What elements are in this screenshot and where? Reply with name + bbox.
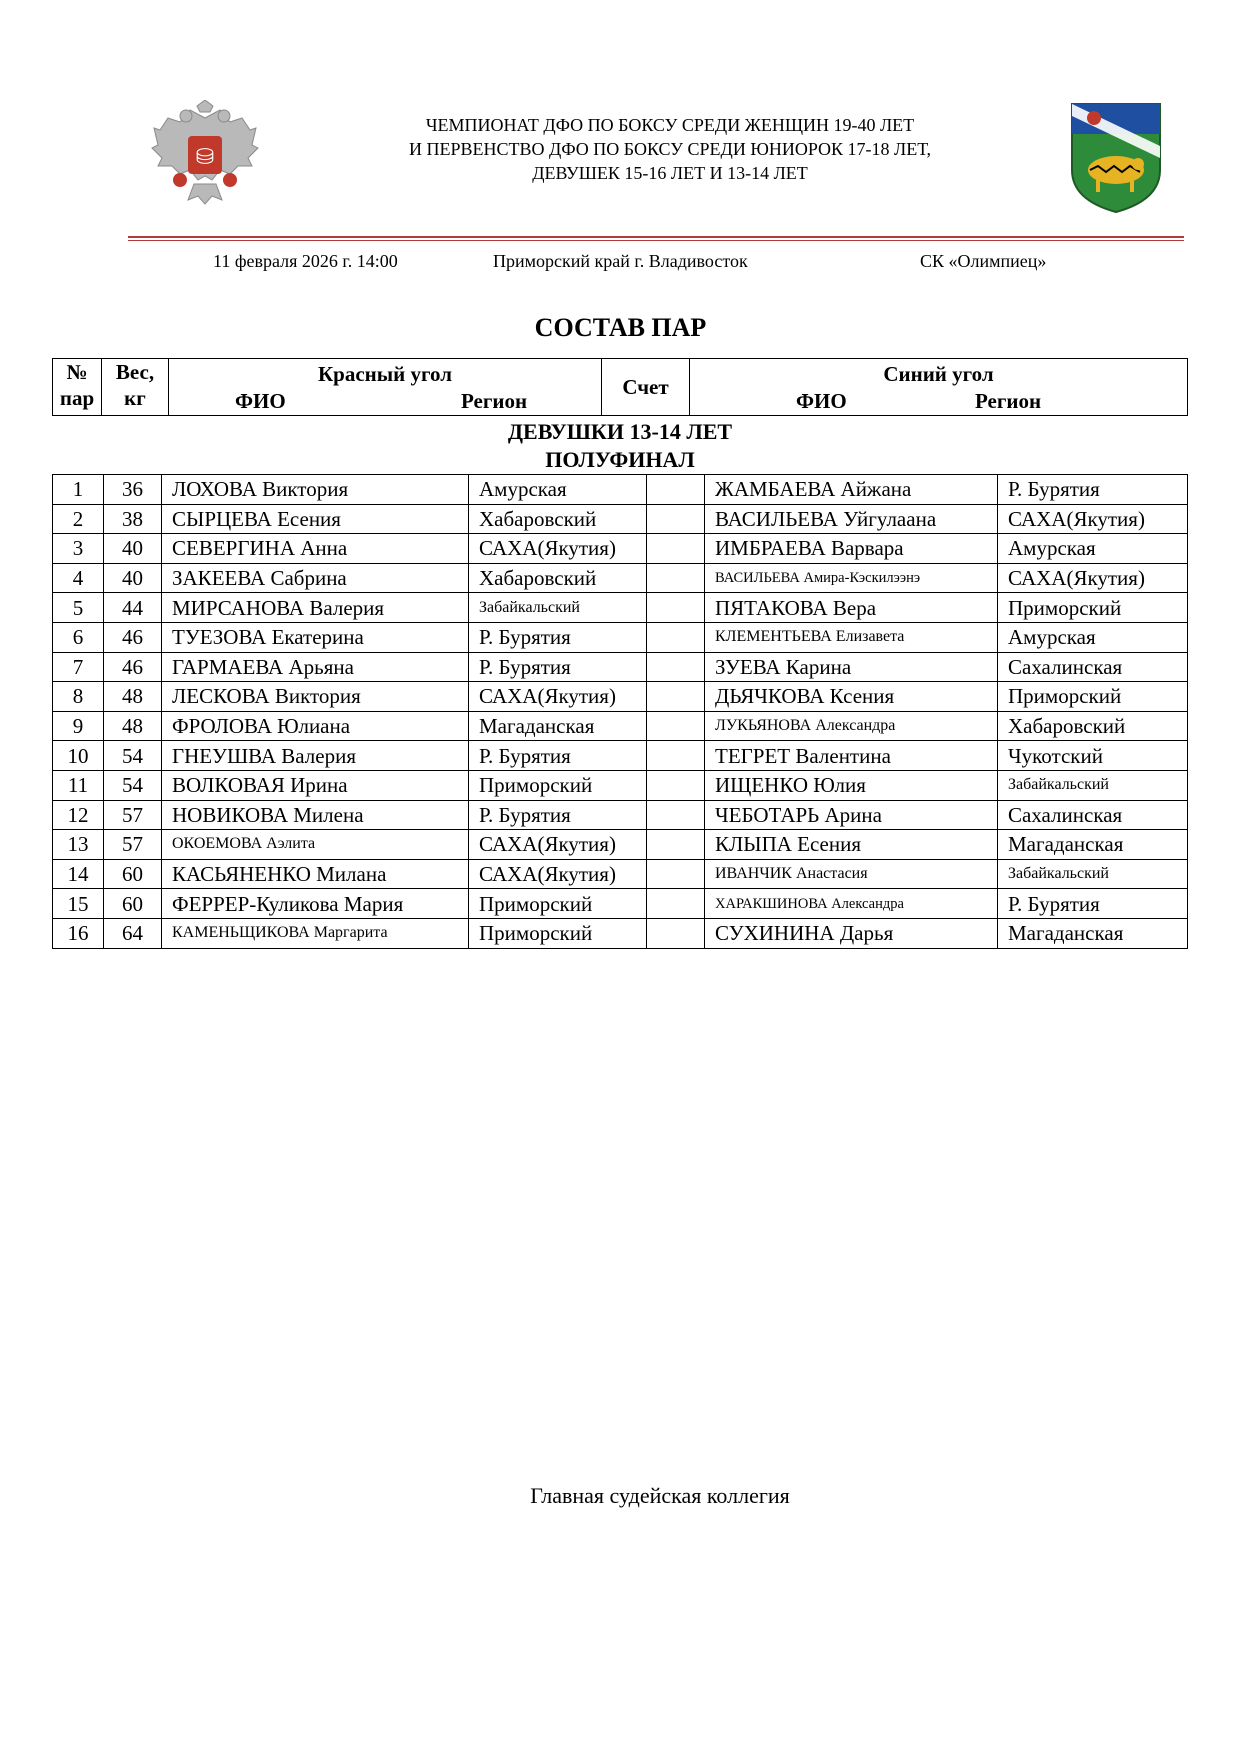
blue-name-cell: ЛУКЬЯНОВА Александра: [705, 711, 998, 741]
blue-region-cell: Магаданская: [998, 830, 1188, 860]
red-name-cell: НОВИКОВА Милена: [162, 800, 469, 830]
table-row: [53, 830, 1188, 860]
weight-cell: 60: [104, 859, 162, 889]
header-red-corner: [169, 359, 602, 416]
red-region-label: Регион: [461, 389, 528, 413]
blue-name-cell: ЖАМБАЕВА Айжана: [705, 475, 998, 505]
page-title: СОСТАВ ПАР: [534, 313, 707, 342]
red-name-cell: ГНЕУШВА Валерия: [162, 741, 469, 771]
blue-name-cell: ХАРАКШИНОВА Александра: [705, 889, 998, 919]
table-row: [53, 859, 1188, 889]
red-region-cell: Р. Бурятия: [469, 652, 647, 682]
score-cell: [647, 889, 705, 919]
score-cell: [647, 563, 705, 593]
table-row: [53, 622, 1188, 652]
blue-region-cell: Магаданская: [998, 918, 1188, 948]
pair-number-cell: 12: [53, 800, 104, 830]
score-cell: [647, 741, 705, 771]
red-region-cell: САХА(Якутия): [469, 830, 647, 860]
pair-number-cell: 16: [53, 918, 104, 948]
blue-region-cell: Хабаровский: [998, 711, 1188, 741]
pair-number-cell: 5: [53, 593, 104, 623]
weight-cell: 57: [104, 830, 162, 860]
blue-region-cell: Забайкальский: [998, 859, 1188, 889]
weight-cell: 40: [104, 563, 162, 593]
red-name-cell: КАСЬЯНЕНКО Милана: [162, 859, 469, 889]
score-cell: [647, 918, 705, 948]
red-name-cell: ФРОЛОВА Юлиана: [162, 711, 469, 741]
pair-number-cell: 11: [53, 770, 104, 800]
red-region-cell: САХА(Якутия): [469, 534, 647, 564]
header-line-1: ЧЕМПИОНАТ ДФО ПО БОКСУ СРЕДИ ЖЕНЩИН 19-40 ЛЕТ: [425, 115, 915, 135]
weight-cell: 40: [104, 534, 162, 564]
blue-region-label: Регион: [975, 389, 1042, 413]
blue-name-cell: ТЕГРЕТ Валентина: [705, 741, 998, 771]
weight-cell: 57: [104, 800, 162, 830]
header-kg-label: кг: [124, 386, 146, 410]
red-region-cell: Приморский: [469, 889, 647, 919]
pair-number-cell: 10: [53, 741, 104, 771]
blue-region-cell: Сахалинская: [998, 652, 1188, 682]
pair-number-cell: 14: [53, 859, 104, 889]
pair-number-cell: 15: [53, 889, 104, 919]
blue-name-cell: ЗУЕВА Карина: [705, 652, 998, 682]
event-location: Приморский край г. Владивосток: [493, 251, 748, 271]
table-row: [53, 652, 1188, 682]
eagle-emblem-icon: [150, 100, 260, 205]
header-blue-corner: [690, 359, 1188, 416]
blue-region-cell: Амурская: [998, 622, 1188, 652]
blue-name-cell: ЧЕБОТАРЬ Арина: [705, 800, 998, 830]
score-cell: [647, 622, 705, 652]
red-name-cell: ФЕРРЕР-Куликова Мария: [162, 889, 469, 919]
blue-region-cell: Чукотский: [998, 741, 1188, 771]
table-row: [53, 800, 1188, 830]
blue-region-cell: САХА(Якутия): [998, 504, 1188, 534]
blue-name-label: ФИО: [796, 389, 847, 413]
weight-cell: 36: [104, 475, 162, 505]
score-cell: [647, 770, 705, 800]
score-cell: [647, 859, 705, 889]
red-region-cell: САХА(Якутия): [469, 859, 647, 889]
table-row: [53, 504, 1188, 534]
pair-number-cell: 6: [53, 622, 104, 652]
red-name-cell: СЫРЦЕВА Есения: [162, 504, 469, 534]
red-region-cell: Амурская: [469, 475, 647, 505]
header-divider-thin: [128, 240, 1184, 241]
red-region-cell: Хабаровский: [469, 504, 647, 534]
table-row: [53, 593, 1188, 623]
table-row: [53, 475, 1188, 505]
blue-region-cell: Р. Бурятия: [998, 475, 1188, 505]
weight-cell: 54: [104, 770, 162, 800]
score-cell: [647, 475, 705, 505]
table-row: [53, 741, 1188, 771]
red-region-cell: Приморский: [469, 770, 647, 800]
red-region-cell: Приморский: [469, 918, 647, 948]
red-name-cell: ЛОХОВА Виктория: [162, 475, 469, 505]
pair-number-cell: 8: [53, 682, 104, 712]
pair-number-cell: 4: [53, 563, 104, 593]
blue-name-cell: ВАСИЛЬЕВА Уйгулаана: [705, 504, 998, 534]
stage-title: ПОЛУФИНАЛ: [545, 447, 695, 472]
header-line-3: ДЕВУШЕК 15-16 ЛЕТ И 13-14 ЛЕТ: [532, 163, 808, 183]
judges-signature: Главная судейская коллегия: [530, 1483, 790, 1508]
weight-cell: 48: [104, 682, 162, 712]
score-cell: [647, 830, 705, 860]
table-row: [53, 889, 1188, 919]
red-name-cell: ЛЕСКОВА Виктория: [162, 682, 469, 712]
weight-cell: 54: [104, 741, 162, 771]
table-row: [53, 682, 1188, 712]
blue-name-cell: ИЩЕНКО Юлия: [705, 770, 998, 800]
blue-name-cell: КЛЕМЕНТЬЕВА Елизавета: [705, 622, 998, 652]
red-region-cell: Р. Бурятия: [469, 622, 647, 652]
blue-name-cell: ИВАНЧИК Анастасия: [705, 859, 998, 889]
svg-text:⛁: ⛁: [195, 145, 215, 170]
weight-cell: 44: [104, 593, 162, 623]
blue-name-cell: ВАСИЛЬЕВА Амира-Кэскилээнэ: [705, 563, 998, 593]
red-name-cell: СЕВЕРГИНА Анна: [162, 534, 469, 564]
score-cell: [647, 534, 705, 564]
header-pair-label: пар: [59, 386, 95, 410]
blue-name-cell: ДЬЯЧКОВА Ксения: [705, 682, 998, 712]
category-title: ДЕВУШКИ 13-14 ЛЕТ: [507, 419, 733, 444]
table-row: [53, 770, 1188, 800]
event-date-time: 11 февраля 2026 г. 14:00: [213, 251, 398, 271]
pair-number-cell: 13: [53, 830, 104, 860]
red-name-cell: КАМЕНЬЩИКОВА Маргарита: [162, 918, 469, 948]
score-cell: [647, 504, 705, 534]
red-region-cell: Магаданская: [469, 711, 647, 741]
header-weight: [102, 359, 169, 416]
red-name-cell: ГАРМАЕВА Арьяна: [162, 652, 469, 682]
blue-corner-title: Синий угол: [883, 362, 994, 386]
primorsky-coat-of-arms-icon: [1068, 100, 1164, 215]
blue-name-cell: ИМБРАЕВА Варвара: [705, 534, 998, 564]
pairs-table: [52, 474, 1188, 949]
table-header: [52, 358, 1188, 416]
header-divider: [128, 236, 1184, 238]
blue-region-cell: Амурская: [998, 534, 1188, 564]
pair-number-cell: 3: [53, 534, 104, 564]
weight-cell: 60: [104, 889, 162, 919]
red-region-cell: Р. Бурятия: [469, 800, 647, 830]
blue-name-cell: ПЯТАКОВА Вера: [705, 593, 998, 623]
header-pair-number: [53, 359, 102, 416]
red-name-cell: ЗАКЕЕВА Сабрина: [162, 563, 469, 593]
blue-name-cell: СУХИНИНА Дарья: [705, 918, 998, 948]
blue-region-cell: Приморский: [998, 593, 1188, 623]
red-name-cell: ОКОЕМОВА Аэлита: [162, 830, 469, 860]
pair-number-cell: 9: [53, 711, 104, 741]
event-venue: СК «Олимпиец»: [920, 251, 1047, 271]
weight-cell: 48: [104, 711, 162, 741]
pair-number-cell: 7: [53, 652, 104, 682]
score-cell: [647, 652, 705, 682]
weight-cell: 64: [104, 918, 162, 948]
score-cell: [647, 711, 705, 741]
blue-region-cell: САХА(Якутия): [998, 563, 1188, 593]
red-name-cell: МИРСАНОВА Валерия: [162, 593, 469, 623]
score-cell: [647, 682, 705, 712]
weight-cell: 46: [104, 622, 162, 652]
red-region-cell: Р. Бурятия: [469, 741, 647, 771]
score-cell: [647, 593, 705, 623]
red-name-cell: ВОЛКОВАЯ Ирина: [162, 770, 469, 800]
table-row: [53, 711, 1188, 741]
pair-number-cell: 2: [53, 504, 104, 534]
red-name-label: ФИО: [235, 389, 286, 413]
red-name-cell: ТУЕЗОВА Екатерина: [162, 622, 469, 652]
blue-region-cell: Приморский: [998, 682, 1188, 712]
blue-region-cell: Сахалинская: [998, 800, 1188, 830]
score-cell: [647, 800, 705, 830]
pair-number-cell: 1: [53, 475, 104, 505]
table-row: [53, 918, 1188, 948]
header-num-label: №: [66, 360, 88, 384]
header-line-2: И ПЕРВЕНСТВО ДФО ПО БОКСУ СРЕДИ ЮНИОРОК 17-18 ЛЕТ,: [409, 139, 931, 159]
blue-name-cell: КЛЫПА Есения: [705, 830, 998, 860]
blue-region-cell: Р. Бурятия: [998, 889, 1188, 919]
red-region-cell: САХА(Якутия): [469, 682, 647, 712]
red-region-cell: Забайкальский: [469, 593, 647, 623]
red-corner-title: Красный угол: [317, 362, 453, 386]
championship-title: [300, 113, 1040, 185]
weight-cell: 46: [104, 652, 162, 682]
table-row: [53, 534, 1188, 564]
red-region-cell: Хабаровский: [469, 563, 647, 593]
blue-region-cell: Забайкальский: [998, 770, 1188, 800]
weight-cell: 38: [104, 504, 162, 534]
header-score: Счет: [602, 359, 690, 416]
table-row: [53, 563, 1188, 593]
header-weight-label: Вес,: [115, 360, 155, 384]
